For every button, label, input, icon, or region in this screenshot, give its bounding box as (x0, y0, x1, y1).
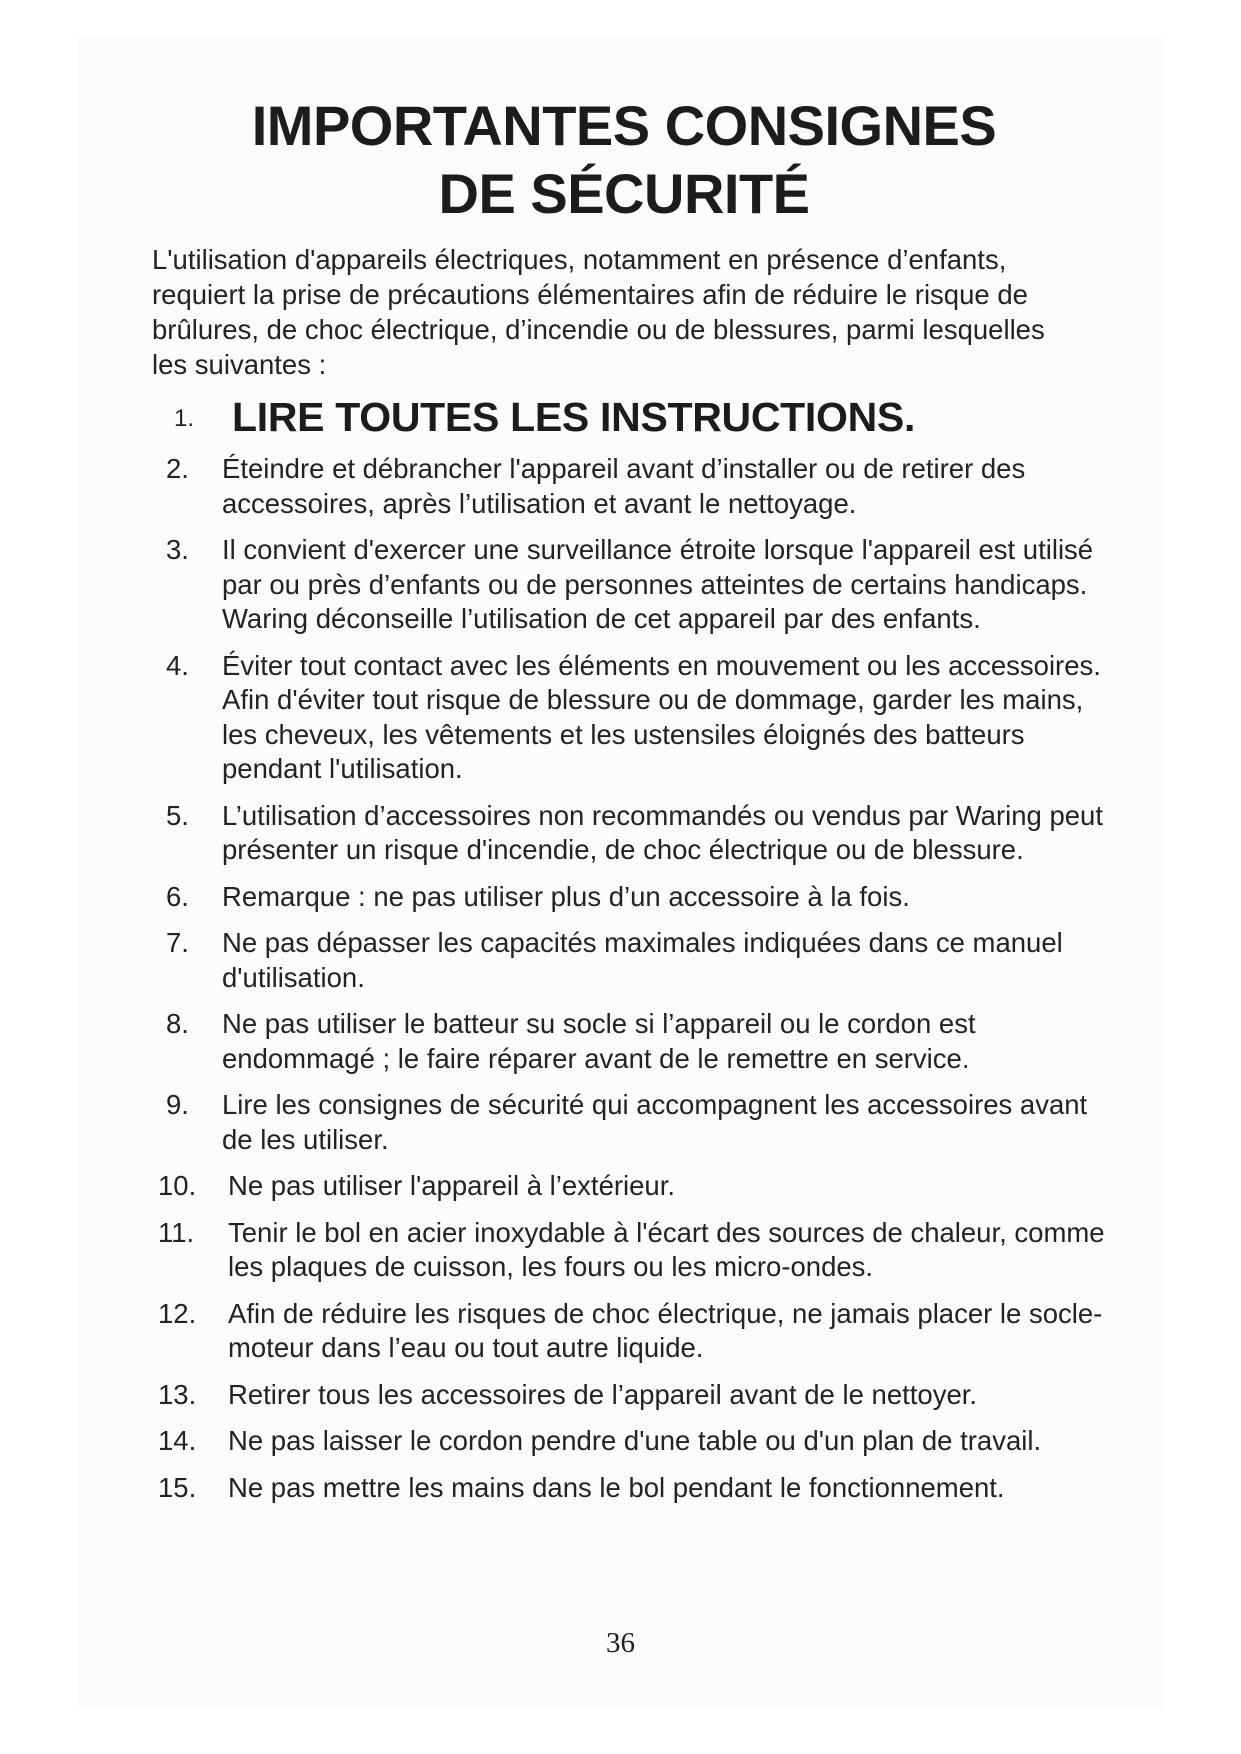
list-item (152, 1378, 1112, 1413)
item-text: Lire les consignes de sécurité qui accompagnent les accessoires avant de les utiliser. (222, 1089, 1088, 1155)
list-item (152, 533, 1112, 637)
page-title (144, 92, 1104, 228)
item-number: 2. (166, 453, 189, 484)
item-number: 4. (166, 649, 189, 681)
list-item (152, 1007, 1112, 1076)
item-number: 7. (166, 927, 189, 958)
item-number: 5. (166, 799, 189, 831)
item-text: LIRE TOUTES LES INSTRUCTIONS. (232, 394, 916, 440)
list-item (152, 649, 1112, 787)
item-text: Ne pas utiliser le batteur su socle si l’appareil ou le cordon est endommagé ; le faire réparer avant de le remettre en service. (222, 1008, 976, 1074)
list-item (152, 1169, 1112, 1204)
list-item (152, 926, 1112, 995)
item-text: L’utilisation d’accessoires non recommandés ou vendus par Waring peut présenter un risque d'incendie, de choc électrique ou de blessure. (222, 799, 1103, 865)
item-text: Remarque : ne pas utiliser plus d’un accessoire à la fois. (222, 880, 910, 912)
item-number: 10. (158, 1170, 197, 1201)
list-item (152, 799, 1112, 868)
item-number: 11. (158, 1216, 195, 1248)
item-number: 13. (158, 1378, 197, 1410)
item-text: Ne pas dépasser les capacités maximales indiquées dans ce manuel d'utilisation. (222, 927, 1063, 993)
item-text: Éteindre et débrancher l'appareil avant d’installer ou de retirer des accessoires, après l’utilisation et avant le nettoyage. (222, 453, 1026, 519)
list-item (152, 1297, 1112, 1366)
item-number: 14. (158, 1425, 197, 1456)
list-item (152, 452, 1112, 521)
item-text: Il convient d'exercer une surveillance étroite lorsque l'appareil est utilisé par ou près d’enfants ou de personnes atteintes de certains handicaps. Waring déconseille l’utilisation de cet appareil par des enfants. (222, 534, 1094, 634)
item-text: Retirer tous les accessoires de l’appareil avant de le nettoyer. (228, 1378, 978, 1410)
list-item (152, 880, 1112, 915)
list-item (152, 1216, 1112, 1285)
item-number: 3. (166, 534, 189, 565)
list-item (152, 1424, 1112, 1459)
safety-list (152, 392, 1112, 1505)
item-number: 1. (174, 405, 195, 432)
item-number: 8. (166, 1008, 189, 1039)
list-item (152, 1471, 1112, 1506)
item-text: Éviter tout contact avec les éléments en mouvement ou les accessoires. Afin d'éviter tout risque de blessure ou de dommage, garder les mains, les cheveux, les vêtements et les ustensiles éloignés des batteurs pendant l'utilisation. (222, 649, 1101, 784)
item-number: 15. (158, 1471, 197, 1503)
item-text: Ne pas laisser le cordon pendre d'une table ou d'un plan de travail. (228, 1425, 1042, 1456)
title-line-1: IMPORTANTES CONSIGNES (251, 94, 997, 157)
item-text: Tenir le bol en acier inoxydable à l'écart des sources de chaleur, comme les plaques de cuisson, les fours ou les micro-ondes. (228, 1216, 1105, 1282)
item-number: 12. (158, 1297, 197, 1329)
page-number: 36 (606, 1627, 635, 1659)
document-body (152, 92, 1112, 1517)
item-number: 6. (166, 880, 189, 912)
item-number: 9. (166, 1089, 189, 1120)
intro-paragraph: L'utilisation d'appareils électriques, notamment en présence d’enfants, requiert la prise de précautions élémentaires afin de réduire le risque de brûlures, de choc électrique, d’incendie ou de blessures, parmi lesquelles les suivantes : (152, 244, 1045, 380)
list-item (152, 1088, 1112, 1157)
item-text: Ne pas utiliser l'appareil à l’extérieur. (228, 1170, 675, 1201)
list-item (152, 392, 1112, 442)
item-text: Ne pas mettre les mains dans le bol pendant le fonctionnement. (228, 1471, 1005, 1503)
item-text: Afin de réduire les risques de choc électrique, ne jamais placer le socle-moteur dans l’eau ou tout autre liquide. (228, 1297, 1103, 1363)
title-line-2: DE SÉCURITÉ (438, 162, 810, 225)
